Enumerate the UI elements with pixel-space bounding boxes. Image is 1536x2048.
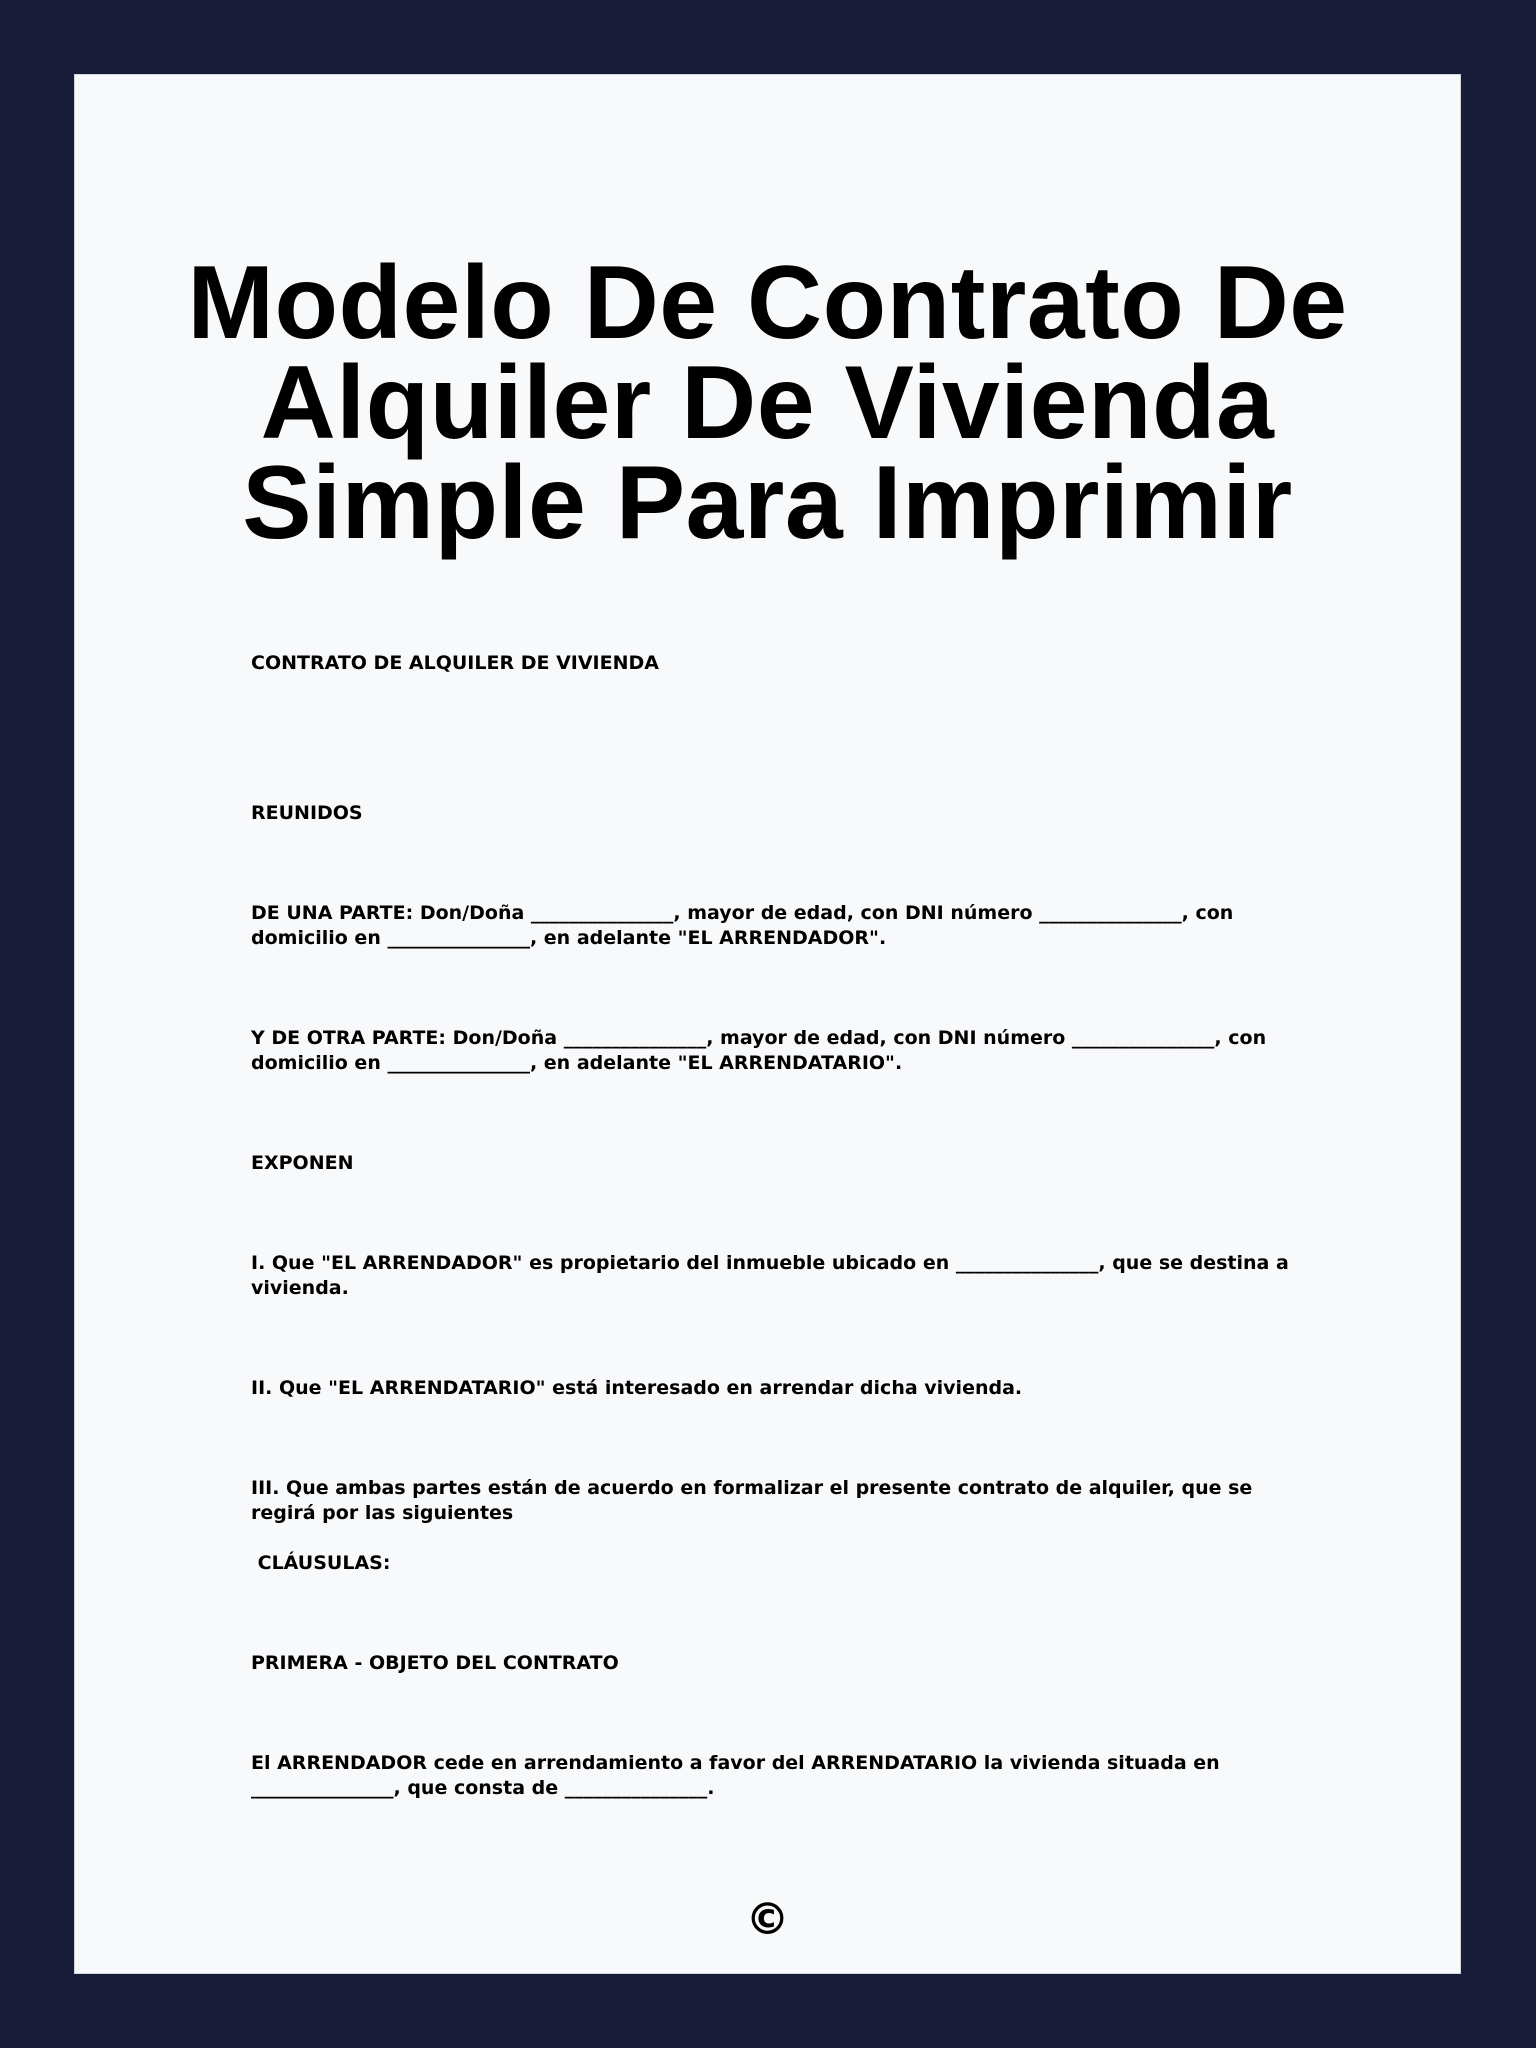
section-exponen: EXPONEN — [251, 1152, 354, 1174]
party-landlord: DE UNA PARTE: Don/Doña _______________, mayor de edad, con DNI número _______________, con domicilio en _______________, en adelante "EL ARRENDADOR". — [251, 902, 1240, 949]
party-tenant: Y DE OTRA PARTE: Don/Doña _______________, mayor de edad, con DNI número _______________, con domicilio en _______________, en adelante "EL ARRENDATARIO". — [251, 1027, 1273, 1074]
document-title: Modelo De Contrato De Alquiler De Vivienda Simple Para Imprimir — [187, 245, 1348, 561]
contract-heading: CONTRATO DE ALQUILER DE VIVIENDA — [251, 652, 659, 674]
clause-primera-heading: PRIMERA - OBJETO DEL CONTRATO — [251, 1652, 619, 1674]
document-page — [74, 74, 1461, 1974]
statement-1: I. Que "EL ARRENDADOR" es propietario del inmueble ubicado en _______________, que se destina a vivienda. — [251, 1252, 1296, 1299]
statement-2: II. Que "EL ARRENDATARIO" está interesado en arrendar dicha vivienda. — [251, 1377, 1023, 1399]
copyright-icon: © — [745, 1894, 790, 1945]
clause-primera-text: El ARRENDADOR cede en arrendamiento a favor del ARRENDATARIO la vivienda situada en _______________, que consta de _______________. — [251, 1752, 1227, 1799]
statement-3: III. Que ambas partes están de acuerdo en formalizar el presente contrato de alquiler, que se regirá por las siguientes — [251, 1477, 1259, 1524]
section-reunidos: REUNIDOS — [251, 802, 363, 824]
section-clausulas: CLÁUSULAS: — [251, 1552, 391, 1574]
